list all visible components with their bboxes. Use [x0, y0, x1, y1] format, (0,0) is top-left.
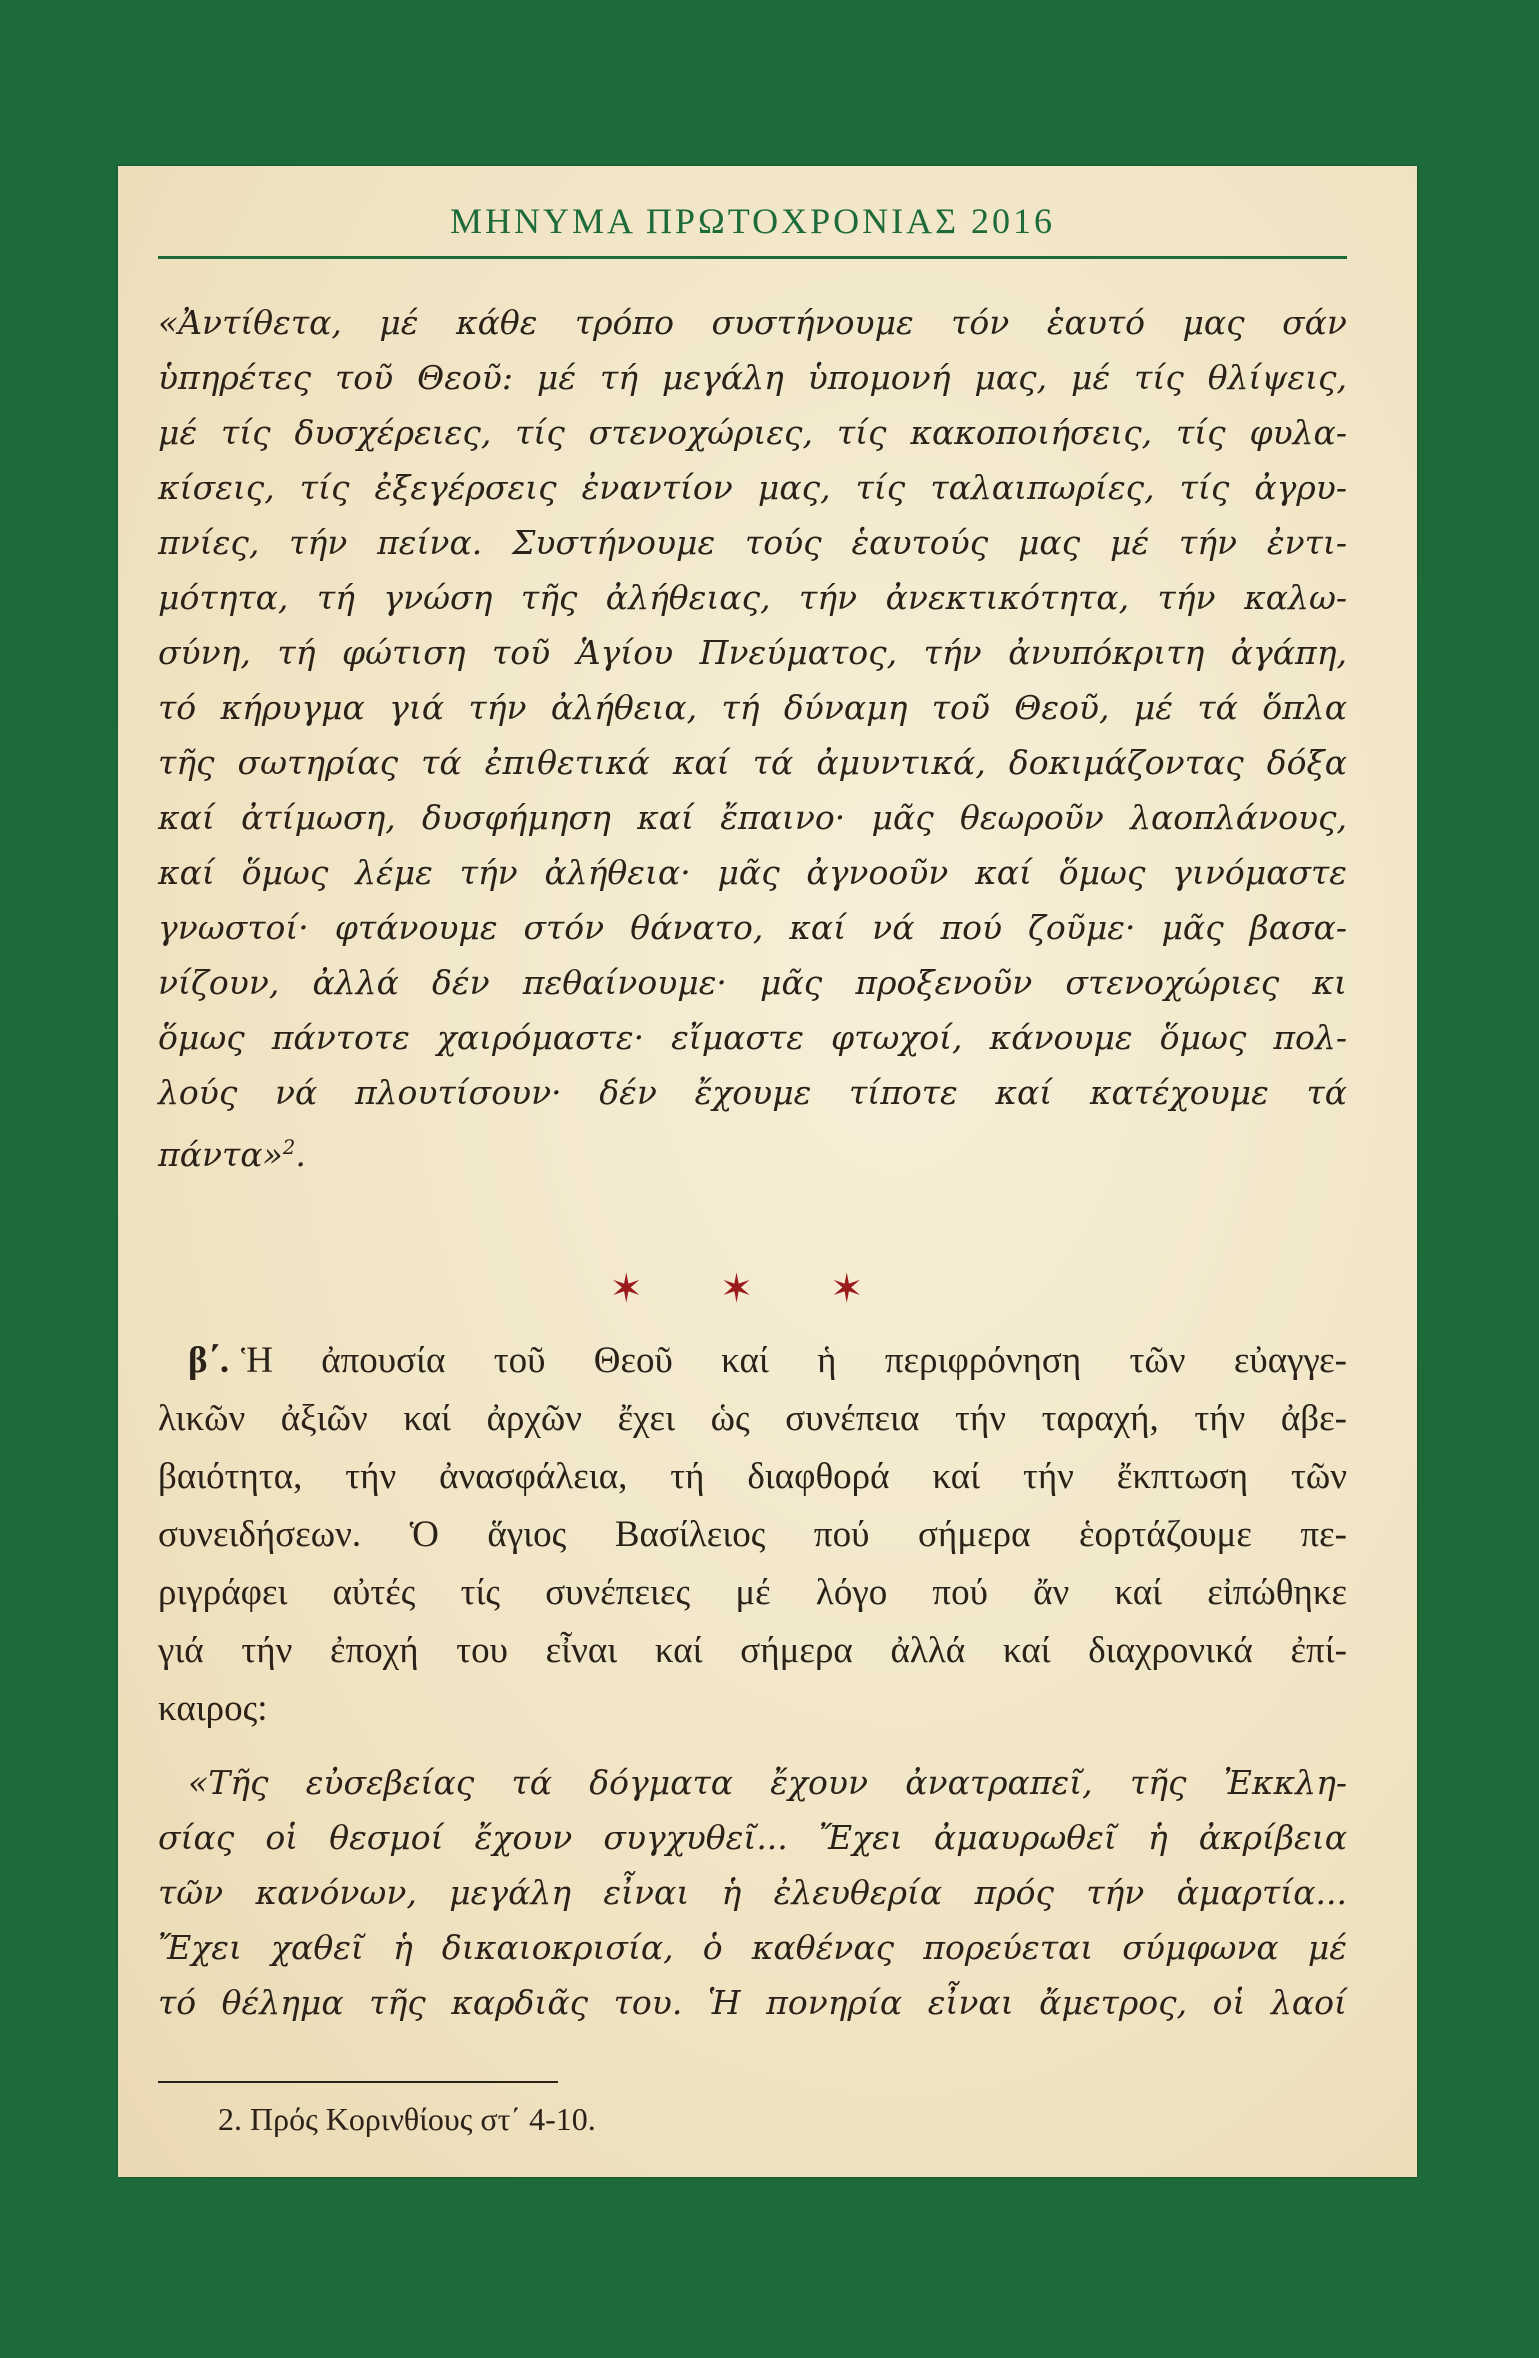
text-line: τό κήρυγμα γιά τήν ἀλήθεια, τή δύναμη τοῦ Θεοῦ, μέ τά ὅπλα [158, 688, 1347, 727]
text-line: καί ὅμως λέμε τήν ἀλήθεια· μᾶς ἀγνοοῦν καί ὅμως γινόμαστε [158, 853, 1347, 892]
text-line: νίζουν, ἀλλά δέν πεθαίνουμε· μᾶς προξενοῦν στενοχώριες κι [158, 963, 1347, 1002]
header-rule [158, 256, 1347, 259]
text-line: συνειδήσεων. Ὁ ἅγιος Βασίλειος πού σήμερα ἑορτάζουμε πε- [158, 1514, 1347, 1555]
footnote-rule [158, 2081, 558, 2083]
text-line: γιά τήν ἐποχή του εἶναι καί σήμερα ἀλλά καί διαχρονικά ἐπί- [158, 1630, 1347, 1671]
text-line: μέ τίς δυσχέρειες, τίς στενοχώριες, τίς κακοποιήσεις, τίς φυλα- [158, 413, 1347, 452]
text-line: τῆς σωτηρίας τά ἐπιθετικά καί τά ἀμυντικά, δοκιμάζοντας δόξα [158, 743, 1347, 782]
text-line: καιρος: [158, 1688, 268, 1729]
text-line: τό θέλημα τῆς καρδιᾶς του. Ἡ πονηρία εἶναι ἄμετρος, οἱ λαοί [158, 1983, 1347, 2022]
text-line: πνίες, τήν πείνα. Συστήνουμε τούς ἑαυτούς μας μέ τήν ἐντι- [158, 523, 1347, 562]
text-line: μότητα, τή γνώση τῆς ἀλήθειας, τήν ἀνεκτικότητα, τήν καλω- [158, 578, 1347, 617]
text-line: ὅμως πάντοτε χαιρόμαστε· εἴμαστε φτωχοί, κάνουμε ὅμως πολ- [158, 1018, 1347, 1057]
text-line: γνωστοί· φτάνουμε στόν θάνατο, καί νά πού ζοῦμε· μᾶς βασα- [158, 908, 1347, 947]
text-line: κίσεις, τίς ἐξεγέρσεις ἐναντίον μας, τίς ταλαιπωρίες, τίς ἀγρυ- [158, 468, 1347, 507]
quote-end-text: πάντα» [158, 1135, 283, 1174]
text-line: τῶν κανόνων, μεγάλη εἶναι ἡ ἐλευθερία πρός τήν ἁμαρτία... [158, 1873, 1347, 1912]
section-b-first-line [158, 1336, 1347, 1386]
section-b-first-line-text: Ἡ ἀπουσία τοῦ Θεοῦ καί ἡ περιφρόνηση τῶν εὐαγγε- [241, 1340, 1347, 1381]
text-line: ὑπηρέτες τοῦ Θεοῦ: μέ τή μεγάλη ὑπομονή μας, μέ τίς θλίψεις, [158, 358, 1347, 397]
text-line: καί ἀτίμωση, δυσφήμηση καί ἔπαινο· μᾶς θεωροῦν λαοπλάνους, [158, 798, 1347, 837]
footnote: 2. Πρός Κορινθίους στ΄ 4-10. [218, 2101, 596, 2137]
text-line: «Τῆς εὐσεβείας τά δόγματα ἔχουν ἀνατραπεῖ, τῆς Ἐκκλη- [188, 1763, 1347, 1802]
text-line: Ἔχει χαθεῖ ἡ δικαιοκρισία, ὁ καθένας πορεύεται σύμφωνα μέ [158, 1928, 1347, 1967]
text-line: σίας οἱ θεσμοί ἔχουν συγχυθεῖ... Ἔχει ἀμαυρωθεῖ ἡ ἀκρίβεια [158, 1818, 1347, 1857]
star-separator: ✶ ✶ ✶ [609, 1266, 896, 1312]
text-line: λικῶν ἀξιῶν καί ἀρχῶν ἔχει ὡς συνέπεια τήν ταραχή, τήν ἀβε- [158, 1398, 1347, 1439]
text-line: λούς νά πλουτίσουν· δέν ἔχουμε τίποτε καί κατέχουμε τά [158, 1073, 1347, 1112]
page-header: ΜΗΝΥΜΑ ΠΡΩΤΟΧΡΟΝΙΑΣ 2016 [449, 201, 1056, 241]
section-label: β΄. [188, 1340, 230, 1381]
text-line: ριγράφει αὐτές τίς συνέπειες μέ λόγο πού ἄν καί εἰπώθηκε [158, 1572, 1347, 1613]
text-line-last: πάντα»$^2$. [158, 1135, 306, 1174]
footnote-ref: 2 [282, 1136, 296, 1159]
text-line: βαιότητα, τήν ἀνασφάλεια, τή διαφθορά καί τήν ἔκπτωση τῶν [158, 1456, 1347, 1497]
text-line: «Ἀντίθετα, μέ κάθε τρόπο συστήνουμε τόν ἑαυτό μας σάν [158, 303, 1347, 342]
book-page [118, 166, 1417, 2177]
text-line: σύνη, τή φώτιση τοῦ Ἁγίου Πνεύματος, τήν ἀνυπόκριτη ἀγάπη, [158, 633, 1347, 672]
